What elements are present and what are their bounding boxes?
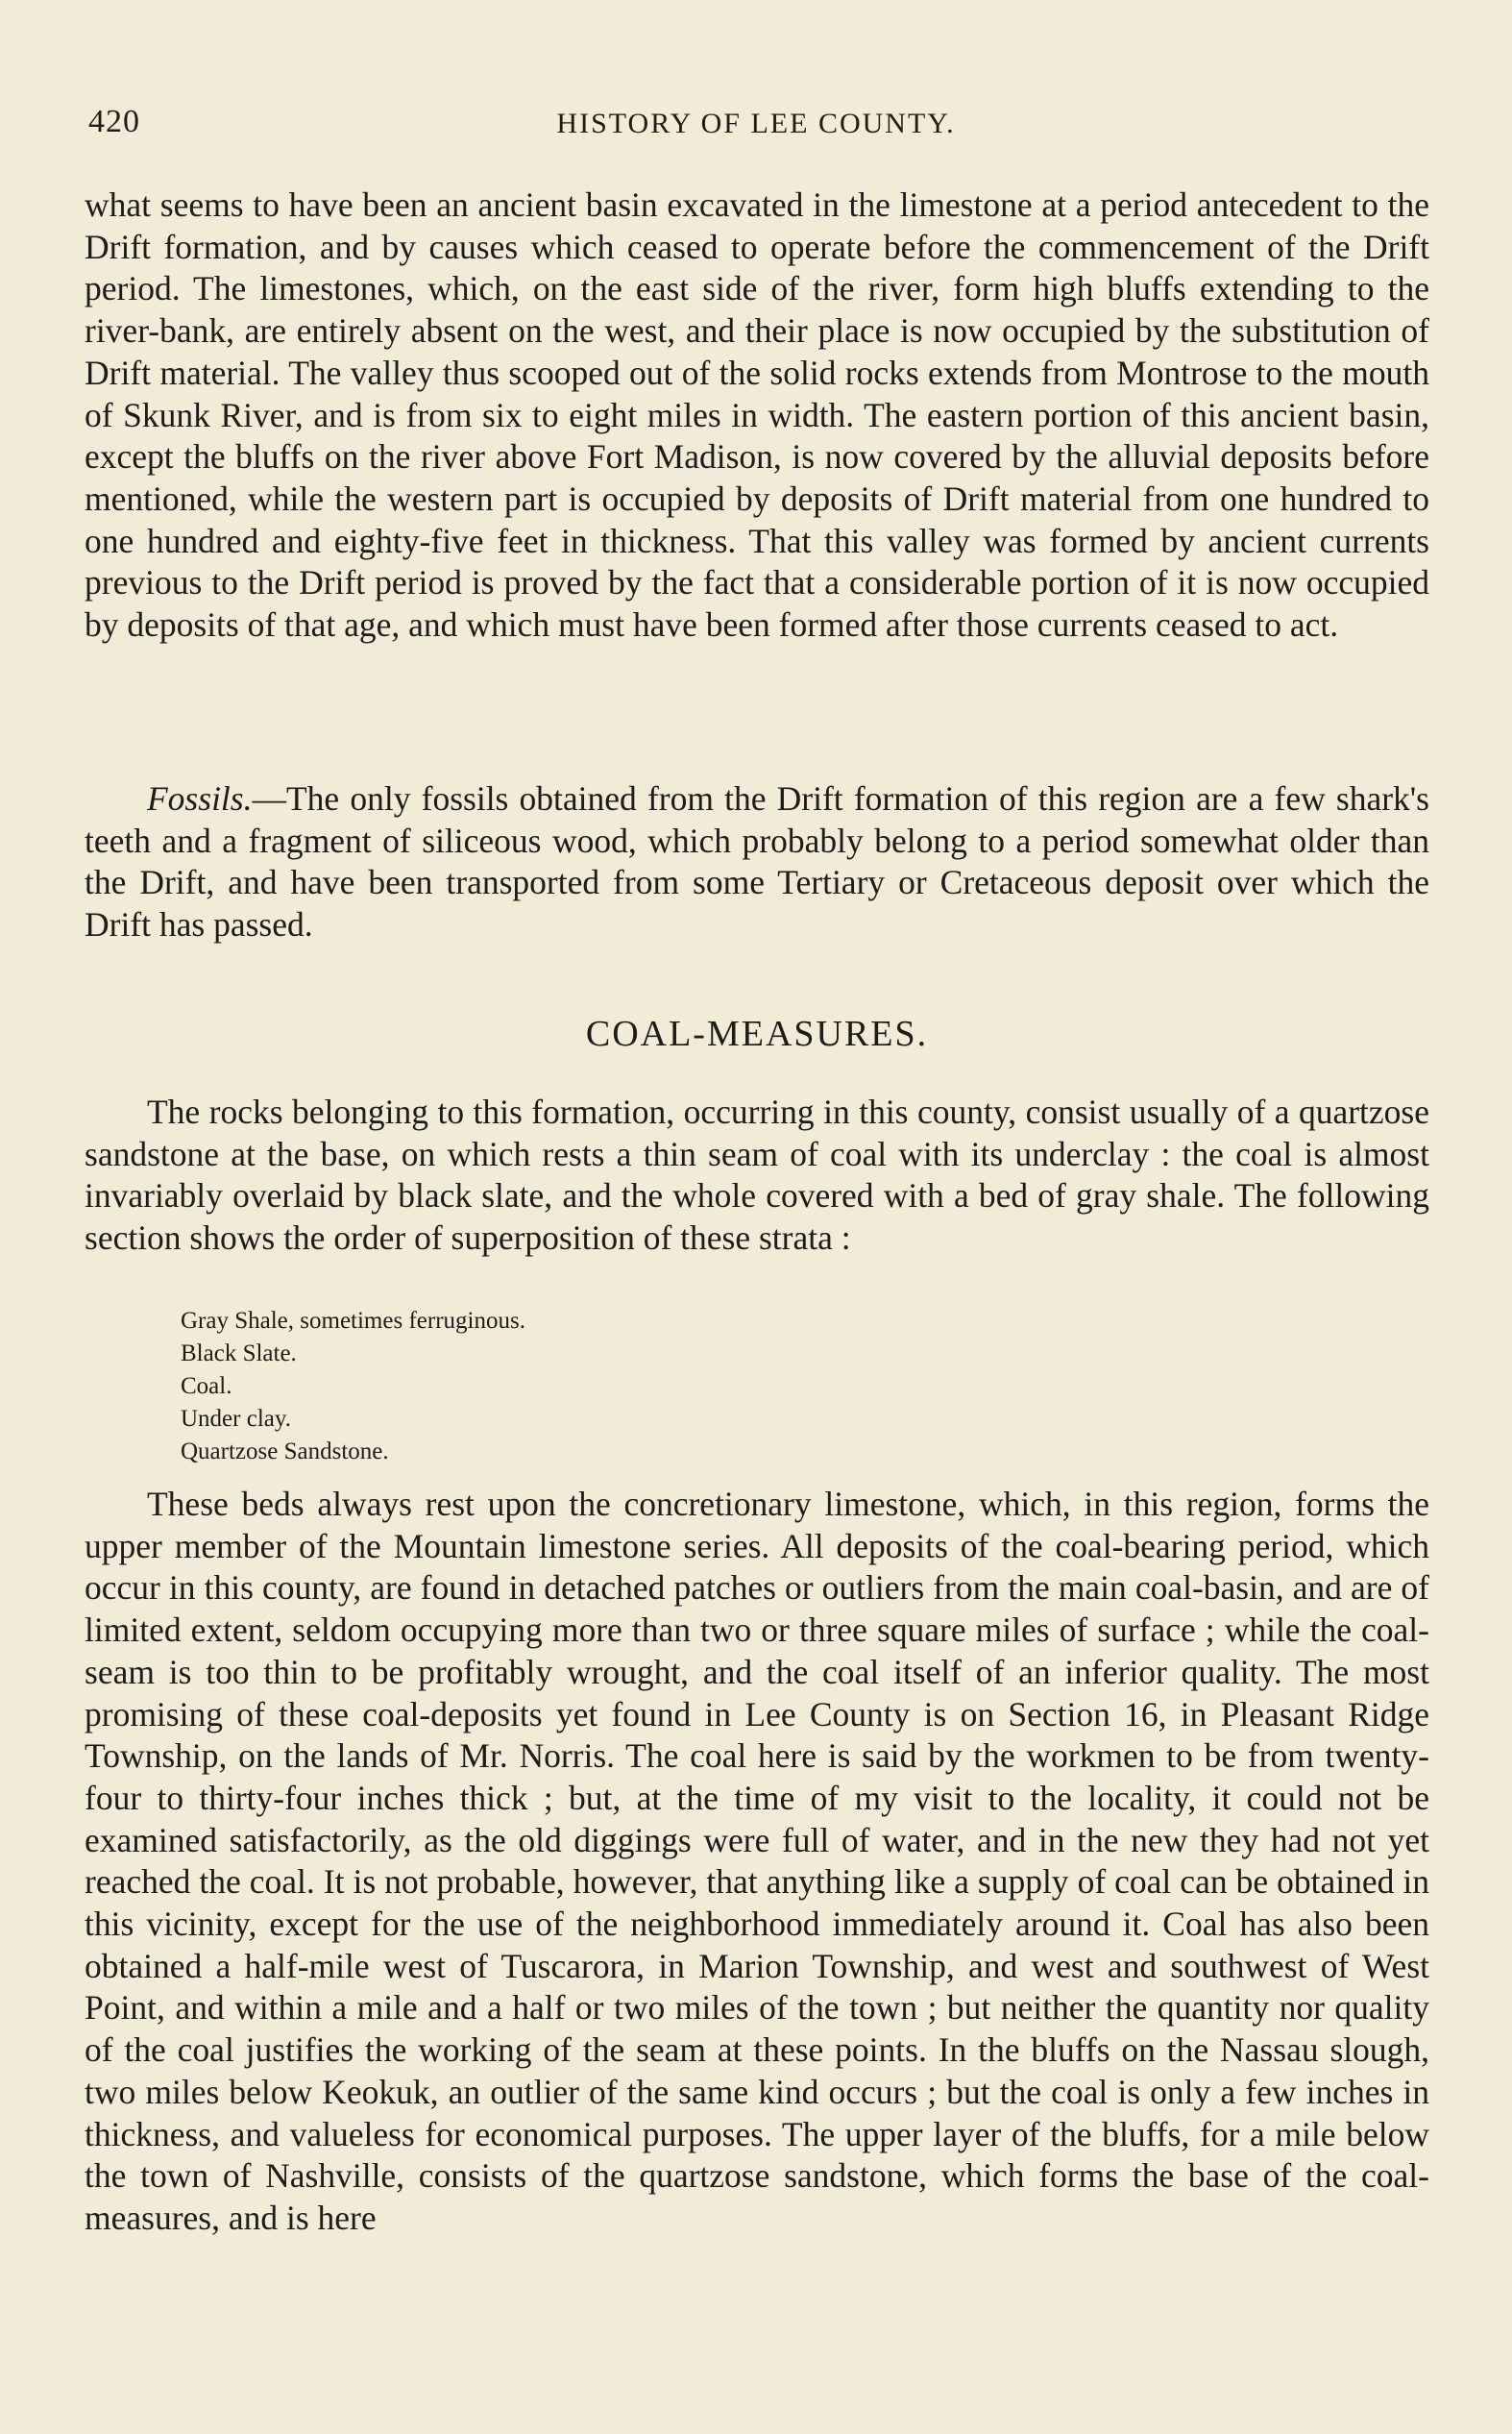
paragraph-coal-beds [85,1484,1429,2240]
strata-item: Gray Shale, sometimes ferruginous. [181,1308,525,1334]
running-head [79,104,1433,146]
paragraph-coal-rocks [85,1092,1429,1260]
section-heading: COAL-MEASURES. [585,1014,929,1054]
paragraph-text: These beds always rest upon the concretionary limestone, which, in this region, forms the upper member of the Mountain limestone series. All deposits of the coal-bearing period, which occur in this county, are found in detached patches or outliers from the main coal-basin, and are of limited extent, seldom occupying more than two or three square miles of surface ; while the coal-seam is too thin to be profitably wrought, and the coal itself of an inferior quality. The most promising of these coal-deposits yet found in Lee County is on Section 16, in Pleasant Ridge Township, on the lands of Mr. Norris. The coal here is said by the workmen to be from twenty-four to thirty-four inches thick ; but, at the time of my visit to the locality, it could not be examined satisfactorily, as the old diggings were full of water, and in the new they had not yet reached the coal. It is not probable, however, that anything like a supply of coal can be obtained in this vicinity, except for the use of the neighborhood immediately around it. Coal has also been obtained a half-mile west of Tuscarora, in Marion Township, and west and southwest of West Point, and within a mile and a half or two miles of the town ; but neither the quantity nor quality of the coal justifies the working of the seam at these points. In the bluffs on the Nassau slough, two miles below Keokuk, an outlier of the same kind occurs ; but the coal is only a few inches in thickness, and valueless for economical purposes. The upper layer of the bluffs, for a mile below the town of Nashville, consists of the quartzose sandstone, which forms the base of the coal-measures, and is here [85,1485,1429,2237]
strata-item: Black Slate. [181,1340,297,1366]
strata-item: Quartzose Sandstone. [181,1438,389,1464]
paragraph-fossils [85,778,1429,947]
strata-list [181,1305,525,1468]
strata-item: Coal. [181,1373,232,1399]
fossils-lead: Fossils. [147,779,253,818]
paragraph-drift-basin [85,184,1429,647]
paragraph-text: The rocks belonging to this formation, occurring in this county, consist usually of a quartzose sandstone at the base, on which rests a thin seam of coal with its underclay : the coal is almost invariably overlaid by black slate, and the whole covered with a bed of gray shale. The following section shows the order of superposition of these strata : [85,1093,1429,1258]
paragraph-text [85,778,1429,947]
strata-item: Under clay. [181,1406,291,1432]
running-title: HISTORY OF LEE COUNTY. [556,108,956,139]
paragraph-text: what seems to have been an ancient basin excavated in the limestone at a period antecedent to the Drift formation, and by causes which ceased to operate before the commencement of the Drift period. The limestones, which, on the east side of the river, form high bluffs extending to the river-bank, are entirely absent on the west, and their place is now occupied by the substitution of Drift material. The valley thus scooped out of the solid rocks extends from Montrose to the mouth of Skunk River, and is from six to eight miles in width. The eastern portion of this ancient basin, except the bluffs on the river above Fort Madison, is now covered by the alluvial deposits before mentioned, while the western part is occupied by deposits of Drift material from one hundred to one hundred and eighty-five feet in thickness. That this valley was formed by ancient currents previous to the Drift period is proved by the fact that a considerable portion of it is now occupied by deposits of that age, and which must have been formed after those currents ceased to act. [85,185,1429,645]
page-number: 420 [88,104,140,139]
fossils-text: —The only fossils obtained from the Drift formation of this region are a few shark's teeth and a fragment of siliceous wood, which probably belong to a period somewhat older than the Drift, and have been transported from some Tertiary or Cretaceous deposit over which the Drift has passed. [85,779,1429,945]
